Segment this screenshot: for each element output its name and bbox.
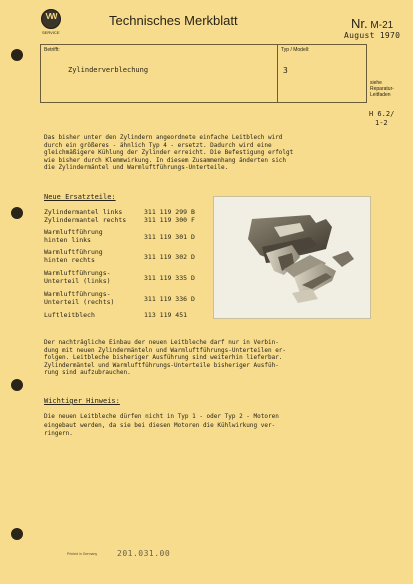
note-heading: Wichtiger Hinweis:	[44, 397, 120, 405]
list-item: Warmluftführungs- Unterteil (links)	[44, 269, 111, 285]
list-item: Luftleitblech	[44, 311, 95, 319]
punch-hole	[11, 49, 23, 61]
form-number: 201.031.00	[117, 549, 171, 558]
part-number: 311 119 302 D	[144, 253, 195, 261]
part-number: 113 119 451	[144, 311, 188, 319]
subject-value: Zylinderverblechung	[68, 66, 149, 74]
part-number: 311 119 335 D	[144, 274, 195, 282]
note-paragraph: Die neuen Leitbleche dürfen nicht in Typ 1 - oder Typ 2 - Motoren eingebaut werden, da sie bei diesen Motoren die Kühlwirkung ver- ringern.	[44, 413, 279, 437]
document-number	[351, 16, 393, 31]
page-title: Technisches Merkblatt	[109, 13, 238, 28]
part-number: 311 119 301 D	[144, 233, 195, 241]
parts-heading: Neue Ersatzteile:	[44, 193, 116, 201]
logo-caption: SERVICE	[42, 30, 60, 35]
intro-paragraph: Das bisher unter den Zylindern angeordnete einfache Leitblech wird durch ein größeres - ähnlich Typ 4 - ersetzt. Dadurch wird eine gleichmäßigere Kühlung der Zylinder erreicht. Die Befestigung erfolgt wie bisher durch Klemmwirkung. In diesem Zusammenhang änderten sich die Zylindermäntel und Warmluftführungs-Unterteile.	[44, 134, 294, 171]
list-item: Zylindermantel links	[44, 208, 123, 216]
side-note: siehe Reparatur- Leitfaden	[370, 80, 394, 98]
type-label: Typ / Modell:	[281, 47, 310, 53]
part-number: 311 119 299 B	[144, 208, 195, 216]
list-item: Warmluftführung hinten links	[44, 228, 103, 244]
punch-hole	[11, 379, 23, 391]
parts-photo	[213, 196, 371, 319]
printed-in-label: Printed in Germany	[67, 552, 98, 556]
reference: H 6.2/ 1-2	[369, 110, 395, 127]
punch-hole	[11, 528, 23, 540]
cylinder-shroud-photo	[214, 197, 370, 318]
punch-hole	[11, 207, 23, 219]
list-item: Warmluftführung hinten rechts	[44, 248, 103, 264]
document-date: August 1970	[344, 31, 401, 40]
retrofit-paragraph: Der nachträgliche Einbau der neuen Leitbleche darf nur in Verbin- dung mit neuen Zylindermänteln und Warmluftführungs-Unterteilen er- folgen. Leitbleche bisheriger Ausführung sind weiterhin lieferbar. Zylindermäntel und Warmluftführungs-Unterteile bisheriger Ausfüh- rung sind aufzubrauchen.	[44, 339, 287, 376]
part-number: 311 119 336 D	[144, 295, 195, 303]
subject-label: Betrifft:	[44, 47, 60, 53]
nr-label: Nr.	[351, 16, 368, 31]
nr-value: M-21	[370, 20, 394, 31]
list-item: Warmluftführungs- Unterteil (rechts)	[44, 290, 115, 306]
vw-logo: VW	[41, 9, 61, 29]
box-divider	[277, 44, 278, 102]
list-item: Zylindermantel rechts	[44, 216, 127, 224]
part-number: 311 119 300 F	[144, 216, 195, 224]
type-value: 3	[283, 66, 288, 75]
